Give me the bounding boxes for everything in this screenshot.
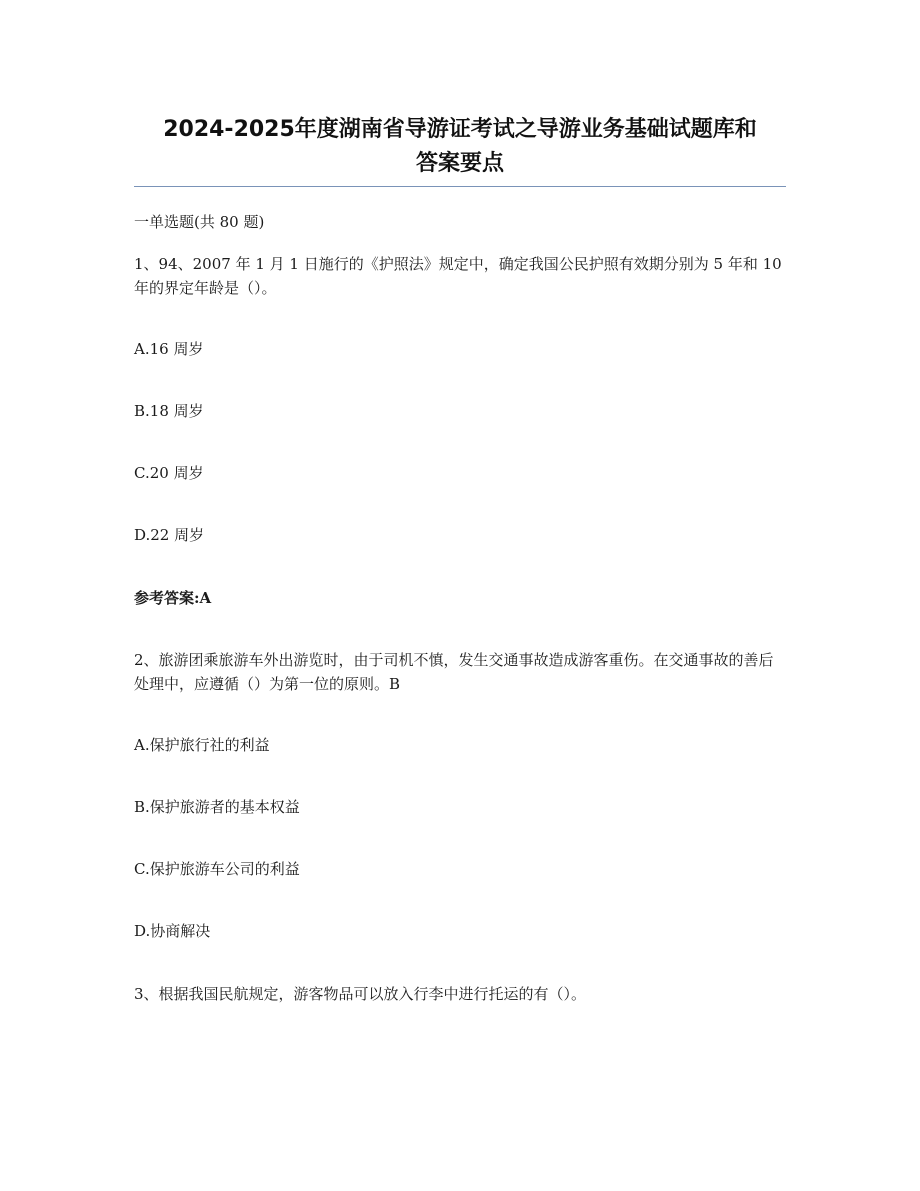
title-line-2: 答案要点 (415, 151, 504, 176)
question-2-option-d: D.协商解决 (134, 922, 211, 940)
question-1-option-b: B.18 周岁 (134, 402, 204, 420)
document-title (134, 113, 786, 181)
question-2-text: 2、旅游团乘旅游车外出游览时，由于司机不慎，发生交通事故造成游客重伤。在交通事故的善后处理中，应遵循（）为第一位的原则。B (134, 651, 774, 693)
question-1-answer: 参考答案:A (134, 589, 212, 607)
title-divider (134, 186, 786, 187)
question-3-text: 3、根据我国民航规定，游客物品可以放入行李中进行托运的有（）。 (134, 985, 587, 1003)
question-2-option-c: C.保护旅游车公司的利益 (134, 860, 300, 878)
question-2-option-a: A.保护旅行社的利益 (134, 736, 270, 754)
title-line-1: 2024-2025年度湖南省导游证考试之导游业务基础试题库和 (163, 117, 757, 142)
question-2-option-b: B.保护旅游者的基本权益 (134, 798, 300, 816)
question-1-option-c: C.20 周岁 (134, 464, 204, 482)
section-header: 一单选题(共 80 题) (134, 213, 265, 231)
question-1-option-a: A.16 周岁 (134, 340, 204, 358)
question-1-text: 1、94、2007 年 1 月 1 日施行的《护照法》规定中，确定我国公民护照有效期分别为 5 年和 10 年的界定年龄是（）。 (134, 255, 782, 297)
question-1-option-d: D.22 周岁 (134, 526, 205, 544)
